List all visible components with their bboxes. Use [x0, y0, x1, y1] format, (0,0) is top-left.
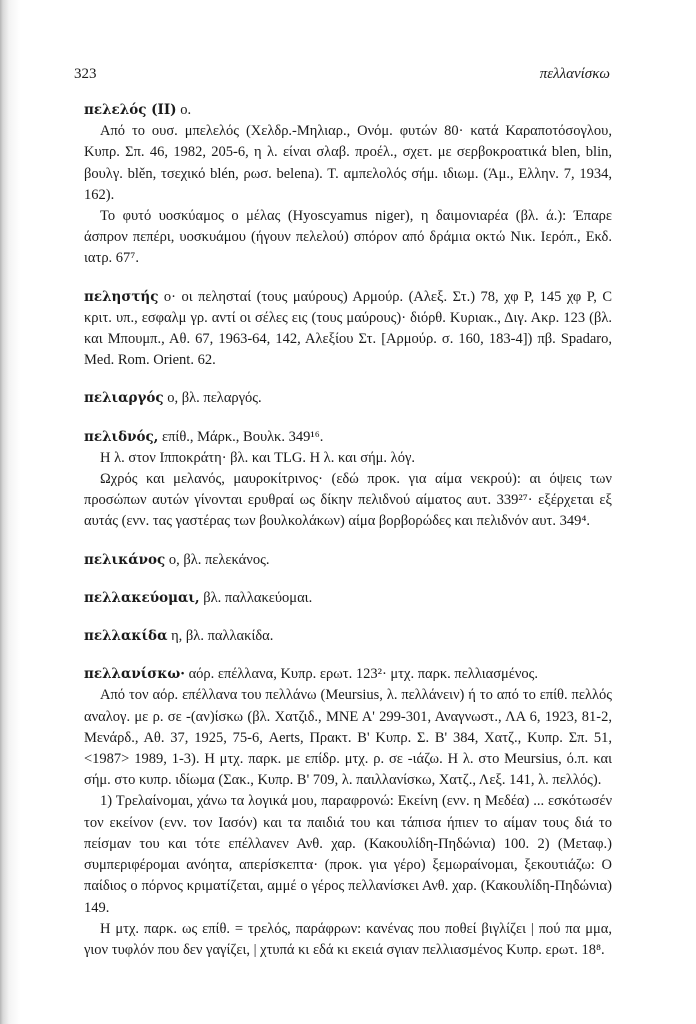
entry-head-text: ο.	[176, 102, 192, 118]
entry-head	[84, 100, 612, 121]
lemma: πελλακίδα	[84, 628, 168, 645]
lemma: πελιαργός	[84, 390, 164, 407]
entry-paragraph: Το φυτό υοσκύαμος ο μέλας (Hyoscyamus niger), η δαιμονιαρέα (βλ. ά.): Έπαρε άσπρον πεπέρι, υοσκυάμου (ήγουν πελελού) σπόρον από δράμια οκτώ Νικ. Ιερόπ., Εκδ. ιατρ. 67⁷.	[84, 208, 612, 267]
lemma: πελελός (ΙΙ)	[84, 102, 177, 118]
lemma: πελιδνός,	[84, 428, 159, 445]
entry-paragraph: Από το ουσ. μπελελός (Χελδρ.-Μηλιαρ., Ονόμ. φυτών 80· κατά Καραποτόσογλου, Κυπρ. Σπ. 46, 1982, 205-6, η λ. είναι σλαβ. προέλ., σχετ. με σερβοκροατικά blen, blin, βουλγ. blěn, τσεχικό blén, ρωσ. belena). Τ. αμπελολός σήμ. ιδιωμ. (Άμ., Ελλην. 7, 1934, 162).	[84, 123, 612, 203]
entry-pelikanos	[84, 550, 612, 571]
entry-pelidnos	[84, 427, 612, 533]
entry-paragraph: Η λ. στον Ιπποκράτη· βλ. και TLG. Η λ. και σήμ. λόγ.	[100, 449, 415, 466]
entry-head	[84, 664, 612, 685]
entry-pellakeuomai	[84, 588, 612, 609]
lemma: πεληστής	[84, 288, 159, 305]
lemma: πελικάνος	[84, 551, 166, 568]
dictionary-body	[84, 100, 612, 978]
running-head: πελλανίσκω	[539, 66, 610, 82]
entry-paragraph: Η μτχ. παρκ. ως επίθ. = τρελός, παράφρων: κανένας που ποθεί βιγλίζει | πού πα μμα, γιον τυφλόν που δεν γαγίζει, | χτυπά κι εδά κι εκειά σγιαν πελλιασμένος Κυπρ. ερωτ. 18⁸.	[84, 920, 612, 958]
entry-paragraph: 1) Τρελαίνομαι, χάνω τα λογικά μου, παραφρονώ: Εκείνη (ενν. η Μεδέα) ... εσκότωσέν τον εκείνον (ενν. τον Ιασόν) και τα παιδιά του και τάπισα ήπιεν το αίμαν τους διά το πείσμαν του και τότε επέλλανεν Ανθ. χαρ. (Κακουλίδη-Πηδώνια) 100. 2) (Μεταφ.) συμπεριφέρομαι ανόητα, απερίσκεπτα· (προκ. για γέρο) ξεμωραίνομαι, ξεκουτιάζω: Ο παίδιος ο πόρνος κριματίζεται, αμμέ ο γέρος πελλανίσκει Ανθ. χαρ. (Κακουλίδη-Πηδώνια) 149.	[84, 793, 612, 916]
entry-paragraph: Από τον αόρ. επέλλανα του πελλάνω (Meursius, λ. πελλάνειν) ή το από το επίθ. πελλός αναλογ. με ρ. σε -(αν)ίσκω (βλ. Χατζιδ., ΜΝΕ Α' 299-301, Αναγνωστ., ΛΑ 6, 1923, 81-2, Μενάρδ., Αθ. 37, 1925, 75-6, Aerts, Πρακτ. Β' Κυπρ. Σ. Β' 384, Χατζ., Κυπρ. Σπ. 51, <1987> 1989, 1-3). Η μτχ. παρκ. με επίδρ. μτχ. ρ. σε -ιάζω. Η λ. στο Meursius, ό.π. και σήμ. στο κυπρ. ιδίωμα (Σακ., Κυπρ. Β' 709, λ. παιλλανίσκω, Χατζ., Λεξ. 141, λ. πελλός).	[84, 687, 612, 789]
page-number: 323	[74, 66, 97, 82]
scan-binding-edge	[0, 0, 22, 1024]
entry-peliargos	[84, 388, 612, 409]
entry-head	[84, 388, 612, 409]
entry-paragraph: Ωχρός και μελανός, μαυροκίτρινος· (εδώ προκ. για αίμα νεκρού): αι όψεις των προσώπων αυτών γίνονται ερυθραί ως δίκην πελιδνού αίματος αυτ. 339²⁷· εξέρχεται εξ αυτάς (ενν. τας γαστέρας των βουλκολάκων) αίμα βορβορώδες και πελιδνόν αυτ. 349⁴.	[84, 471, 612, 530]
entry-head	[84, 287, 612, 372]
entry-head-text: βλ. παλλακεύομαι.	[199, 589, 313, 606]
entry-pelestes	[84, 287, 612, 372]
entry-head	[84, 427, 612, 448]
entry-head-text: αόρ. επέλλανα, Κυπρ. ερωτ. 123²· μτχ. παρκ. πελλιασμένος.	[184, 666, 539, 683]
entry-head	[84, 626, 612, 647]
entry-pelelos	[84, 100, 612, 270]
lemma: πελλακεύομαι,	[84, 589, 200, 606]
entry-head	[84, 588, 612, 609]
entry-pellakida	[84, 626, 612, 647]
entry-head-text: ο, βλ. πελεκάνος.	[165, 551, 270, 568]
entry-head-text: επίθ., Μάρκ., Βουλκ. 349¹⁶.	[158, 428, 324, 445]
entry-pellanisko	[84, 664, 612, 961]
entry-head-text: ο· οι πελησταί (τους μαύρους) Αρμούρ. (Αλεξ. Στ.) 78, χφ P, 145 χφ P, C κριτ. υπ., εσφαλμ γρ. αντί οι σέλες εις (τους μαύρους)· διόρθ. Κυριακ., Διγ. Ακρ. 123 (βλ. και Μπουμπ., Αθ. 67, 1963-64, 142, Αλεξίου Στ. [Αρμούρ. σ. 160, 183-4]) πβ. Spadaro, Med. Rom. Orient. 62.	[84, 288, 612, 369]
lemma: πελλανίσκω·	[84, 666, 185, 683]
entry-head-text: η, βλ. παλλακίδα.	[167, 628, 274, 645]
entry-head-text: ο, βλ. πελαργός.	[163, 390, 262, 407]
entry-head	[84, 550, 612, 571]
